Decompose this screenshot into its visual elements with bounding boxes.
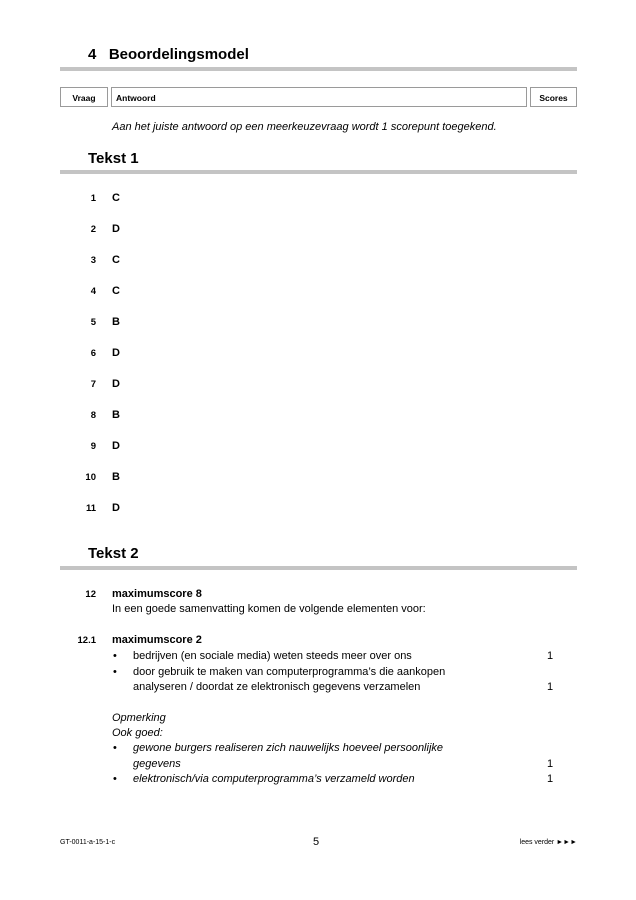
column-header-antwoord: Antwoord (111, 87, 527, 107)
question-number: 5 (90, 317, 96, 328)
bullet: • (113, 773, 117, 785)
question-number: 3 (90, 255, 96, 266)
answer-letter: D (112, 223, 120, 235)
score-value: 1 (547, 758, 554, 770)
answer-letter: D (112, 378, 120, 390)
max-score: maximumscore 8 (112, 588, 202, 600)
score-value: 1 (547, 681, 554, 693)
answer-letter: C (112, 192, 120, 204)
alternative-element: elektronisch/via computerprogramma’s verzameld worden (133, 773, 415, 785)
answer-letter: C (112, 254, 120, 266)
answer-letter: D (112, 502, 120, 514)
also-correct-label: Ook goed: (112, 727, 163, 739)
section-title-tekst1: Tekst 1 (88, 150, 139, 167)
footer-code: GT-0011-a-15-1-c (60, 839, 116, 846)
question-number: 1 (90, 193, 96, 204)
max-score: maximumscore 2 (112, 634, 202, 646)
section-rule-tekst2 (60, 566, 577, 570)
question-intro: In een goede samenvatting komen de volgende elementen voor: (112, 603, 426, 615)
bullet: • (113, 650, 117, 662)
question-number: 12.1 (77, 635, 96, 646)
answer-element: door gebruik te maken van computerprogramma’s die aankopen (133, 666, 446, 678)
answer-letter: B (112, 471, 120, 483)
column-header-vraag: Vraag (60, 87, 108, 107)
answer-letter: C (112, 285, 120, 297)
section-title-tekst2: Tekst 2 (88, 545, 139, 562)
answer-letter: B (112, 316, 120, 328)
question-number: 8 (90, 410, 96, 421)
continue-indicator: lees verder ►►► (519, 839, 577, 846)
question-number: 12 (85, 589, 96, 600)
question-number: 11 (85, 503, 96, 514)
answer-letter: D (112, 347, 120, 359)
answer-element: bedrijven (en sociale media) weten steeds meer over ons (133, 650, 412, 662)
alternative-element: gewone burgers realiseren zich nauwelijks hoeveel persoonlijke (133, 742, 444, 754)
score-value: 1 (547, 773, 554, 785)
answer-letter: D (112, 440, 120, 452)
answer-element-continued: analyseren / doordat ze elektronisch gegevens verzamelen (133, 681, 421, 693)
question-number: 9 (90, 441, 96, 452)
column-header-scores: Scores (530, 87, 577, 107)
bullet: • (113, 742, 117, 754)
page-title: 4 Beoordelingsmodel (88, 46, 249, 63)
intro-note: Aan het juiste antwoord op een meerkeuzevraag wordt 1 scorepunt toegekend. (112, 121, 497, 133)
question-number: 4 (90, 286, 96, 297)
remark-label: Opmerking (112, 712, 166, 724)
question-number: 6 (90, 348, 96, 359)
alternative-element-continued: gegevens (133, 758, 181, 770)
question-number: 10 (85, 472, 96, 483)
score-value: 1 (547, 650, 554, 662)
heading-rule (60, 67, 577, 71)
question-number: 2 (90, 224, 96, 235)
bullet: • (113, 666, 117, 678)
question-number: 7 (90, 379, 96, 390)
page-number: 5 (313, 836, 320, 848)
answer-letter: B (112, 409, 120, 421)
section-rule-tekst1 (60, 170, 577, 174)
